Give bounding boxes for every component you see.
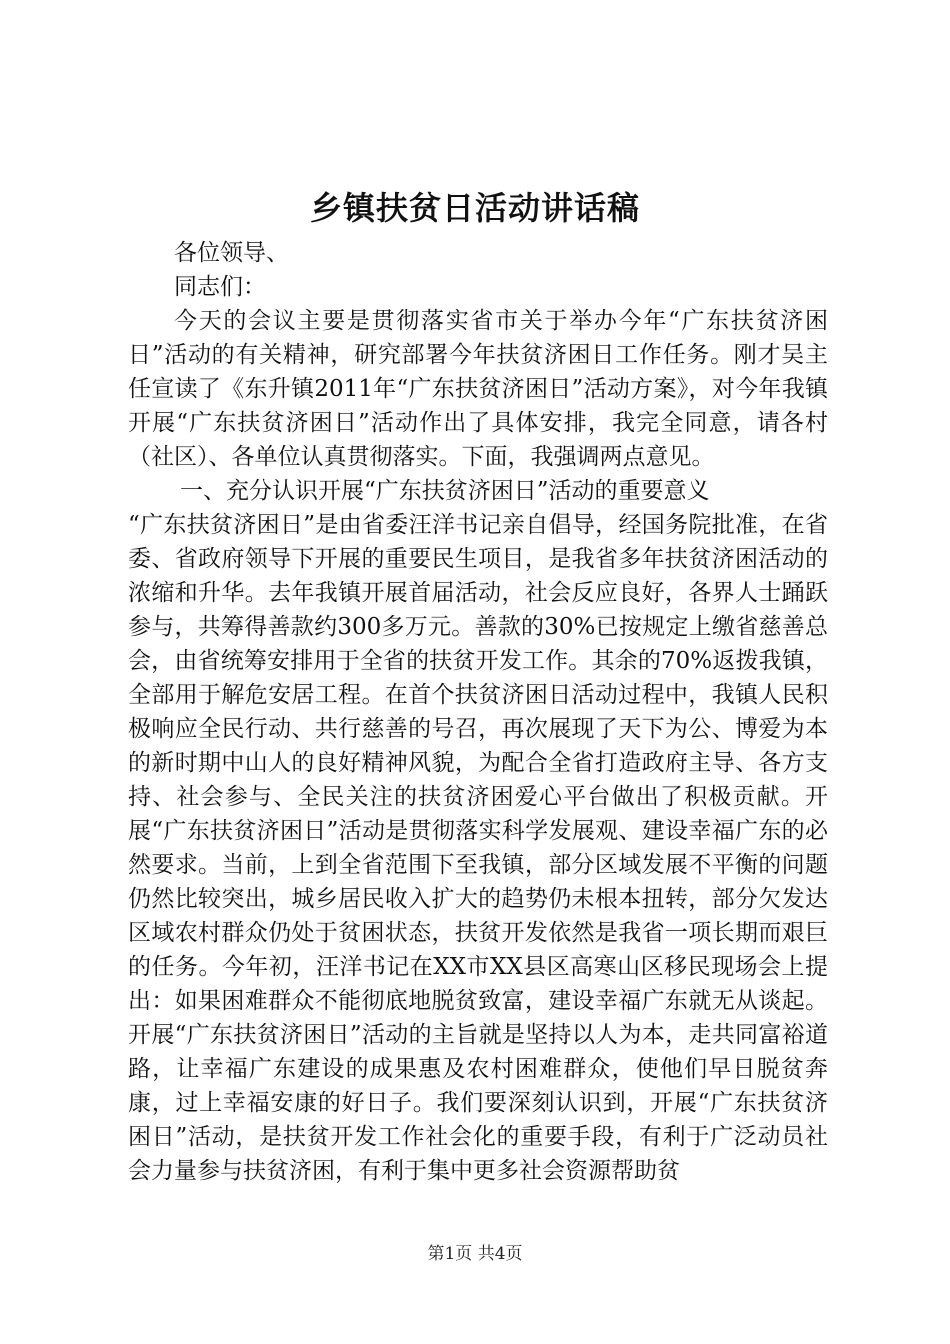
page-footer: 第1页 共4页 (427, 1244, 523, 1264)
salutation-line-1: 各位领导、 (174, 240, 289, 266)
document-body (128, 236, 828, 1188)
document-title: 乡镇扶贫日活动讲话稿 (309, 189, 640, 227)
intro-paragraph: 今天的会议主要是贯彻落实省市关于举办今年“广东扶贫济困日”活动的有关精神，研究部署今年扶贫济困日工作任务。刚才吴主任宣读了《东升镇2011年“广东扶贫济困日”活动方案》，对今年我镇开展“广东扶贫济困日”活动作出了具体安排，我完全同意，请各村（社区）、各单位认真贯彻落实。下面，我强调两点意见。 (128, 308, 828, 470)
section-paragraph: “广东扶贫济困日”是由省委汪洋书记亲自倡导，经国务院批准，在省委、省政府领导下开展的重要民生项目，是我省多年扶贫济困活动的浓缩和升华。去年我镇开展首届活动，社会反应良好，各界人士踊跃参与，共筹得善款约300多万元。善款的30%已按规定上缴省慈善总会，由省统筹安排用于全省的扶贫开发工作。其余的70%返拨我镇，全部用于解危安居工程。在首个扶贫济困日活动过程中，我镇人民积极响应全民行动、共行慈善的号召，再次展现了天下为公、博爱为本的新时期中山人的良好精神风貌，为配合全省打造政府主导、各方支持、社会参与、全民关注的扶贫济困爱心平台做出了积极贡献。开展“广东扶贫济困日”活动是贯彻落实科学发展观、建设幸福广东的必然要求。当前，上到全省范围下至我镇，部分区域发展不平衡的问题仍然比较突出，城乡居民收入扩大的趋势仍未根本扭转，部分欠发达区域农村群众仍处于贫困状态，扶贫开发依然是我省一项长期而艰巨的任务。今年初，汪洋书记在XX市XX县区高寒山区移民现场会上提出：如果困难群众不能彻底地脱贫致富，建设幸福广东就无从谈起。开展“广东扶贫济困日”活动的主旨就是坚持以人为本，走共同富裕道路，让幸福广东建设的成果惠及农村困难群众，使他们早日脱贫奔康，过上幸福安康的好日子。我们要深刻认识到，开展“广东扶贫济困日”活动，是扶贫开发工作社会化的重要手段，有利于广泛动员社会力量参与扶贫济困，有利于集中更多社会资源帮助贫 (128, 512, 828, 1184)
salutation-line-2: 同志们： (174, 274, 266, 300)
section-heading: 一、充分认识开展“广东扶贫济困日”活动的重要意义 (180, 478, 710, 504)
